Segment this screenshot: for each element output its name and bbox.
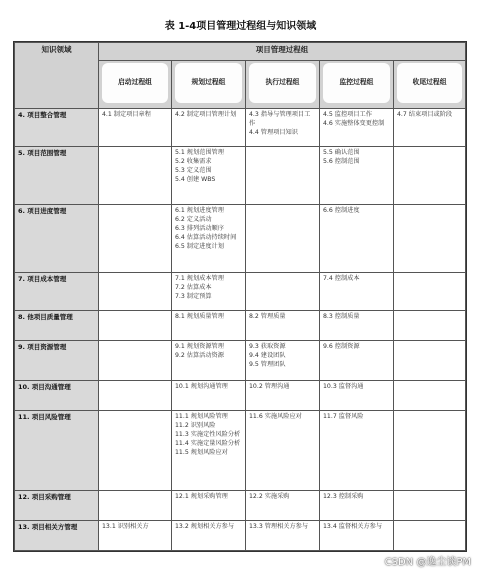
- process-cell: [320, 381, 394, 411]
- process-item: 4.1 制定项目章程: [102, 111, 151, 118]
- table-row: [15, 491, 466, 521]
- process-item: 7.4 控制成本: [323, 275, 360, 282]
- process-cell: [172, 341, 246, 381]
- process-cell: [246, 411, 320, 491]
- knowledge-area-header: 知识领域: [15, 43, 99, 109]
- process-item: 4.5 监控项目工作: [323, 111, 372, 118]
- process-cell: [246, 273, 320, 311]
- process-cell: [320, 341, 394, 381]
- table-row: [15, 205, 466, 273]
- process-item: 6.5 制定进度计划: [175, 242, 224, 250]
- process-item: 5.3 定义范围: [175, 166, 212, 174]
- table-row: [15, 381, 466, 411]
- process-group-header: 项目管理过程组: [99, 43, 466, 61]
- process-cell: [172, 521, 246, 551]
- process-item: 4.2 制定项目管理计划: [175, 111, 237, 118]
- process-cell: [320, 147, 394, 205]
- phase-header-planning: [172, 61, 246, 109]
- table-row: [15, 147, 466, 205]
- process-item: 5.6 控制范围: [323, 157, 360, 165]
- process-cell: [172, 381, 246, 411]
- process-cell: [172, 147, 246, 205]
- process-item: 5.4 创建 WBS: [175, 175, 216, 183]
- phase-header-executing: [246, 61, 320, 109]
- process-item: 9.3 获取资源: [249, 343, 286, 350]
- table-row: [15, 521, 466, 551]
- process-cell: [99, 381, 172, 411]
- phase-header-closing: [394, 61, 466, 109]
- process-item: 4.7 结束项目或阶段: [397, 111, 453, 118]
- process-item: 4.6 实施整体变更控制: [323, 119, 385, 127]
- process-item: 5.5 确认范围: [323, 149, 360, 156]
- process-cell: [320, 411, 394, 491]
- process-item: 8.2 管理质量: [249, 313, 286, 320]
- process-item: 13.3 管理相关方参与: [249, 523, 309, 530]
- process-item: 9.6 控制资源: [323, 343, 360, 350]
- process-cell: [394, 521, 466, 551]
- process-cell: [394, 491, 466, 521]
- process-cell: [320, 491, 394, 521]
- table-row: [15, 311, 466, 341]
- process-cell: [246, 491, 320, 521]
- process-cell: [99, 205, 172, 273]
- process-cell: [246, 109, 320, 147]
- phase-header-initiating: [99, 61, 172, 109]
- phase-label: 执行过程组: [249, 63, 316, 103]
- process-item: 11.6 实施风险应对: [249, 413, 302, 420]
- knowledge-area-cell: 8. 他项目质量管理: [15, 311, 99, 341]
- process-item: 9.1 规划资源管理: [175, 343, 224, 350]
- process-item: 11.4 实施定量风险分析: [175, 439, 241, 447]
- process-item: 6.4 估算活动持续时间: [175, 233, 237, 241]
- process-cell: [394, 147, 466, 205]
- process-item: 9.2 估算活动资源: [175, 351, 224, 359]
- process-item: 6.6 控制进度: [323, 207, 360, 214]
- process-item: 13.1 识别相关方: [102, 523, 149, 530]
- process-cell: [394, 109, 466, 147]
- process-item: 10.1 规划沟通管理: [175, 383, 228, 390]
- phase-label: 规划过程组: [175, 63, 242, 103]
- table-row: [15, 341, 466, 381]
- process-cell: [394, 273, 466, 311]
- process-item: 10.2 管理沟通: [249, 383, 290, 390]
- process-item: 11.5 规划风险应对: [175, 448, 228, 456]
- process-item: 11.2 识别风险: [175, 421, 216, 429]
- process-cell: [99, 341, 172, 381]
- process-cell: [99, 521, 172, 551]
- process-cell: [99, 411, 172, 491]
- knowledge-area-cell: 9. 项目资源管理: [15, 341, 99, 381]
- table-title: 表 1-4项目管理过程组与知识领域: [164, 21, 317, 32]
- knowledge-area-cell: 6. 项目进度管理: [15, 205, 99, 273]
- process-cell: [246, 381, 320, 411]
- process-item: 9.5 管理团队: [249, 360, 286, 368]
- knowledge-area-cell: 10. 项目沟通管理: [15, 381, 99, 411]
- process-item: 12.3 控制采购: [323, 493, 364, 500]
- phase-label: 收尾过程组: [397, 63, 462, 103]
- process-group-table: [14, 42, 466, 551]
- process-cell: [320, 273, 394, 311]
- process-item: 8.3 控制质量: [323, 313, 360, 320]
- knowledge-area-cell: 7. 项目成本管理: [15, 273, 99, 311]
- process-item: 4.3 指导与管理项目工作: [249, 111, 311, 127]
- knowledge-area-cell: 12. 项目采购管理: [15, 491, 99, 521]
- process-item: 5.2 收集需求: [175, 157, 212, 165]
- process-item: 13.4 监督相关方参与: [323, 523, 383, 530]
- process-item: 11.1 规划风险管理: [175, 413, 228, 420]
- process-cell: [320, 205, 394, 273]
- phase-label: 启动过程组: [102, 63, 168, 103]
- process-item: 12.2 实施采购: [249, 493, 290, 500]
- process-cell: [320, 311, 394, 341]
- process-item: 13.2 规划相关方参与: [175, 523, 235, 530]
- process-cell: [394, 311, 466, 341]
- process-item: 9.4 建设团队: [249, 351, 286, 359]
- process-item: 5.1 规划范围管理: [175, 149, 224, 156]
- process-item: 7.1 规划成本管理: [175, 275, 224, 282]
- knowledge-area-cell: 4. 项目整合管理: [15, 109, 99, 147]
- process-cell: [246, 205, 320, 273]
- process-cell: [394, 205, 466, 273]
- table-row: [15, 109, 466, 147]
- process-item: 6.3 排列活动顺序: [175, 224, 224, 232]
- process-cell: [320, 109, 394, 147]
- process-cell: [172, 491, 246, 521]
- process-cell: [99, 109, 172, 147]
- table-row: [15, 411, 466, 491]
- process-cell: [394, 381, 466, 411]
- process-item: 6.2 定义活动: [175, 215, 212, 223]
- process-cell: [246, 521, 320, 551]
- process-item: 11.3 实施定性风险分析: [175, 430, 241, 438]
- process-cell: [246, 341, 320, 381]
- process-item: 11.7 监督风险: [323, 413, 364, 420]
- process-cell: [99, 311, 172, 341]
- process-cell: [172, 311, 246, 341]
- process-cell: [394, 411, 466, 491]
- process-cell: [246, 147, 320, 205]
- phase-label: 监控过程组: [323, 63, 390, 103]
- knowledge-area-cell: 11. 项目风险管理: [15, 411, 99, 491]
- process-cell: [99, 273, 172, 311]
- process-cell: [246, 311, 320, 341]
- process-item: 7.3 制定预算: [175, 292, 212, 300]
- table-body: [15, 109, 466, 551]
- process-item: 6.1 规划进度管理: [175, 207, 224, 214]
- watermark: CSDN @逸尘谈PM: [384, 557, 471, 568]
- process-item: 7.2 估算成本: [175, 283, 212, 291]
- process-cell: [394, 341, 466, 381]
- process-item: 8.1 规划质量管理: [175, 313, 224, 320]
- process-item: 12.1 规划采购管理: [175, 493, 228, 500]
- table-row: [15, 273, 466, 311]
- process-cell: [172, 205, 246, 273]
- process-cell: [99, 491, 172, 521]
- knowledge-area-cell: 5. 项目范围管理: [15, 147, 99, 205]
- process-item: 10.3 监督沟通: [323, 383, 364, 390]
- process-cell: [99, 147, 172, 205]
- process-item: 4.4 管理项目知识: [249, 128, 298, 136]
- process-cell: [320, 521, 394, 551]
- process-cell: [172, 109, 246, 147]
- process-cell: [172, 273, 246, 311]
- process-cell: [172, 411, 246, 491]
- phase-header-monitoring: [320, 61, 394, 109]
- knowledge-area-cell: 13. 项目相关方管理: [15, 521, 99, 551]
